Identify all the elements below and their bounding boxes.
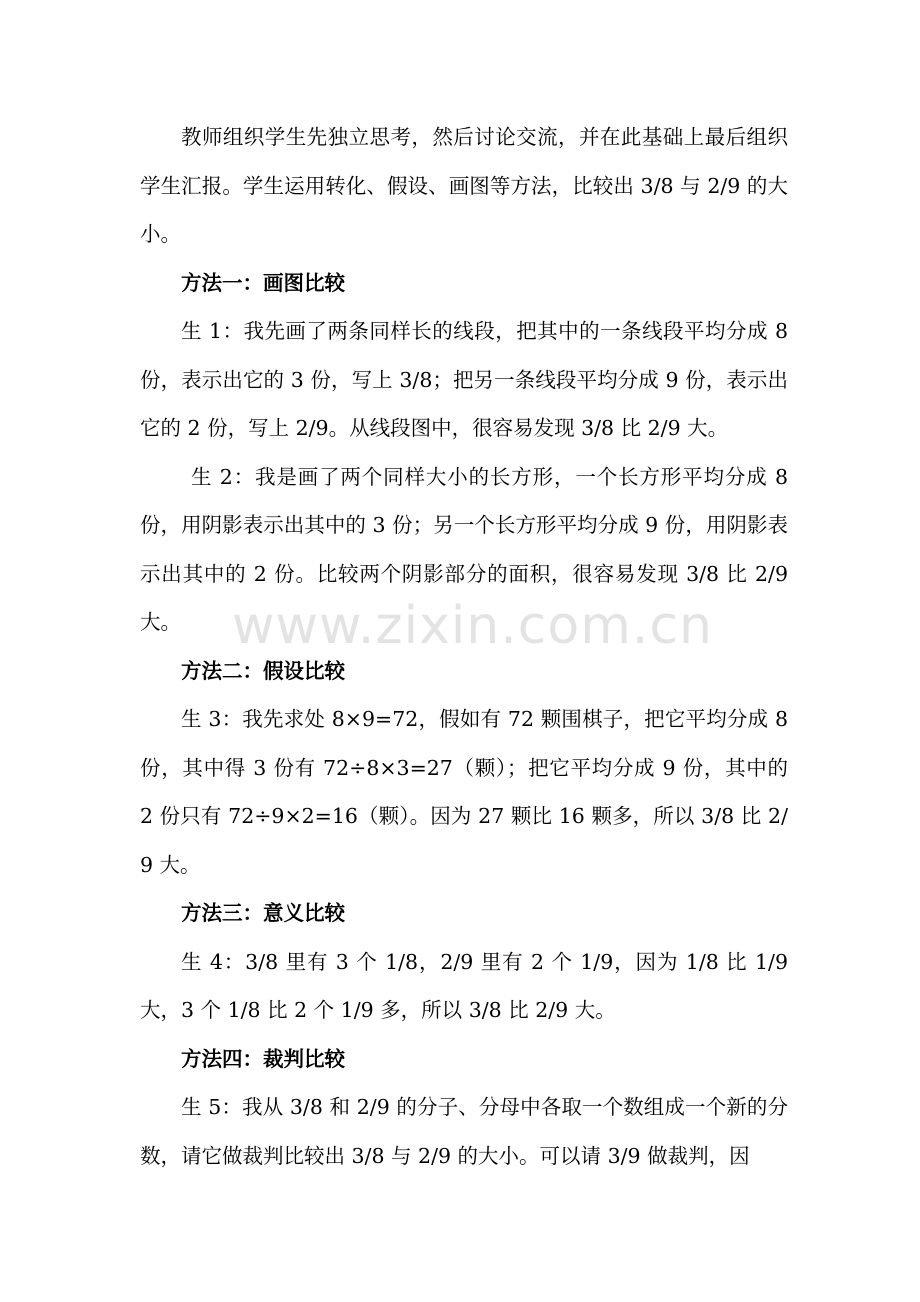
- paragraph-student-1: 生 1：我先画了两条同样长的线段，把其中的一条线段平均分成 8 份，表示出它的 3 份，写上 3/8；把另一条线段平均分成 9 份，表示出它的 2 份，写上 2/9。从线段图中，很容易发现 3/8 比 2/9 大。: [140, 319, 788, 440]
- paragraph-student-5: 生 5：我从 3/8 和 2/9 的分子、分母中各取一个数组成一个新的分数，请它做裁判比较出 3/8 与 2/9 的大小。可以请 3/9 做裁判，因: [140, 1095, 788, 1168]
- paragraph-student-2: 生 2：我是画了两个同样大小的长方形，一个长方形平均分成 8 份，用阴影表示出其中的 3 份；另一个长方形平均分成 9 份，用阴影表示出其中的 2 份。比较两个阴影部分的面积，很容易发现 3/8 比 2/9 大。: [140, 464, 788, 634]
- heading-method-3: 方法三：意义比较: [181, 901, 345, 925]
- heading-method-4: 方法四：裁判比较: [181, 1046, 345, 1071]
- watermark: www.zixin.com.cn: [232, 596, 713, 656]
- paragraph-student-3: 生 3：我先求处 8×9=72，假如有 72 颗围棋子，把它平均分成 8 份，其中得 3 份有 72÷8×3=27（颗）；把它平均分成 9 份，其中的 2 份只有 72÷9×2=16（颗）。因为 27 颗比 16 颗多，所以 3/8 比 2/9 大。: [140, 707, 788, 877]
- paragraph-intro: 教师组织学生先独立思考，然后讨论交流，并在此基础上最后组织学生汇报。学生运用转化、假设、画图等方法，比较出 3/8 与 2/9 的大小。: [140, 125, 788, 246]
- heading-method-1: 方法一：画图比较: [181, 270, 345, 295]
- paragraph-student-4: 生 4：3/8 里有 3 个 1/8，2/9 里有 2 个 1/9，因为 1/8 比 1/9 大，3 个 1/8 比 2 个 1/9 多，所以 3/8 比 2/9 大。: [140, 949, 788, 1022]
- document-body: [140, 113, 788, 1180]
- heading-method-2: 方法二：假设比较: [181, 658, 345, 683]
